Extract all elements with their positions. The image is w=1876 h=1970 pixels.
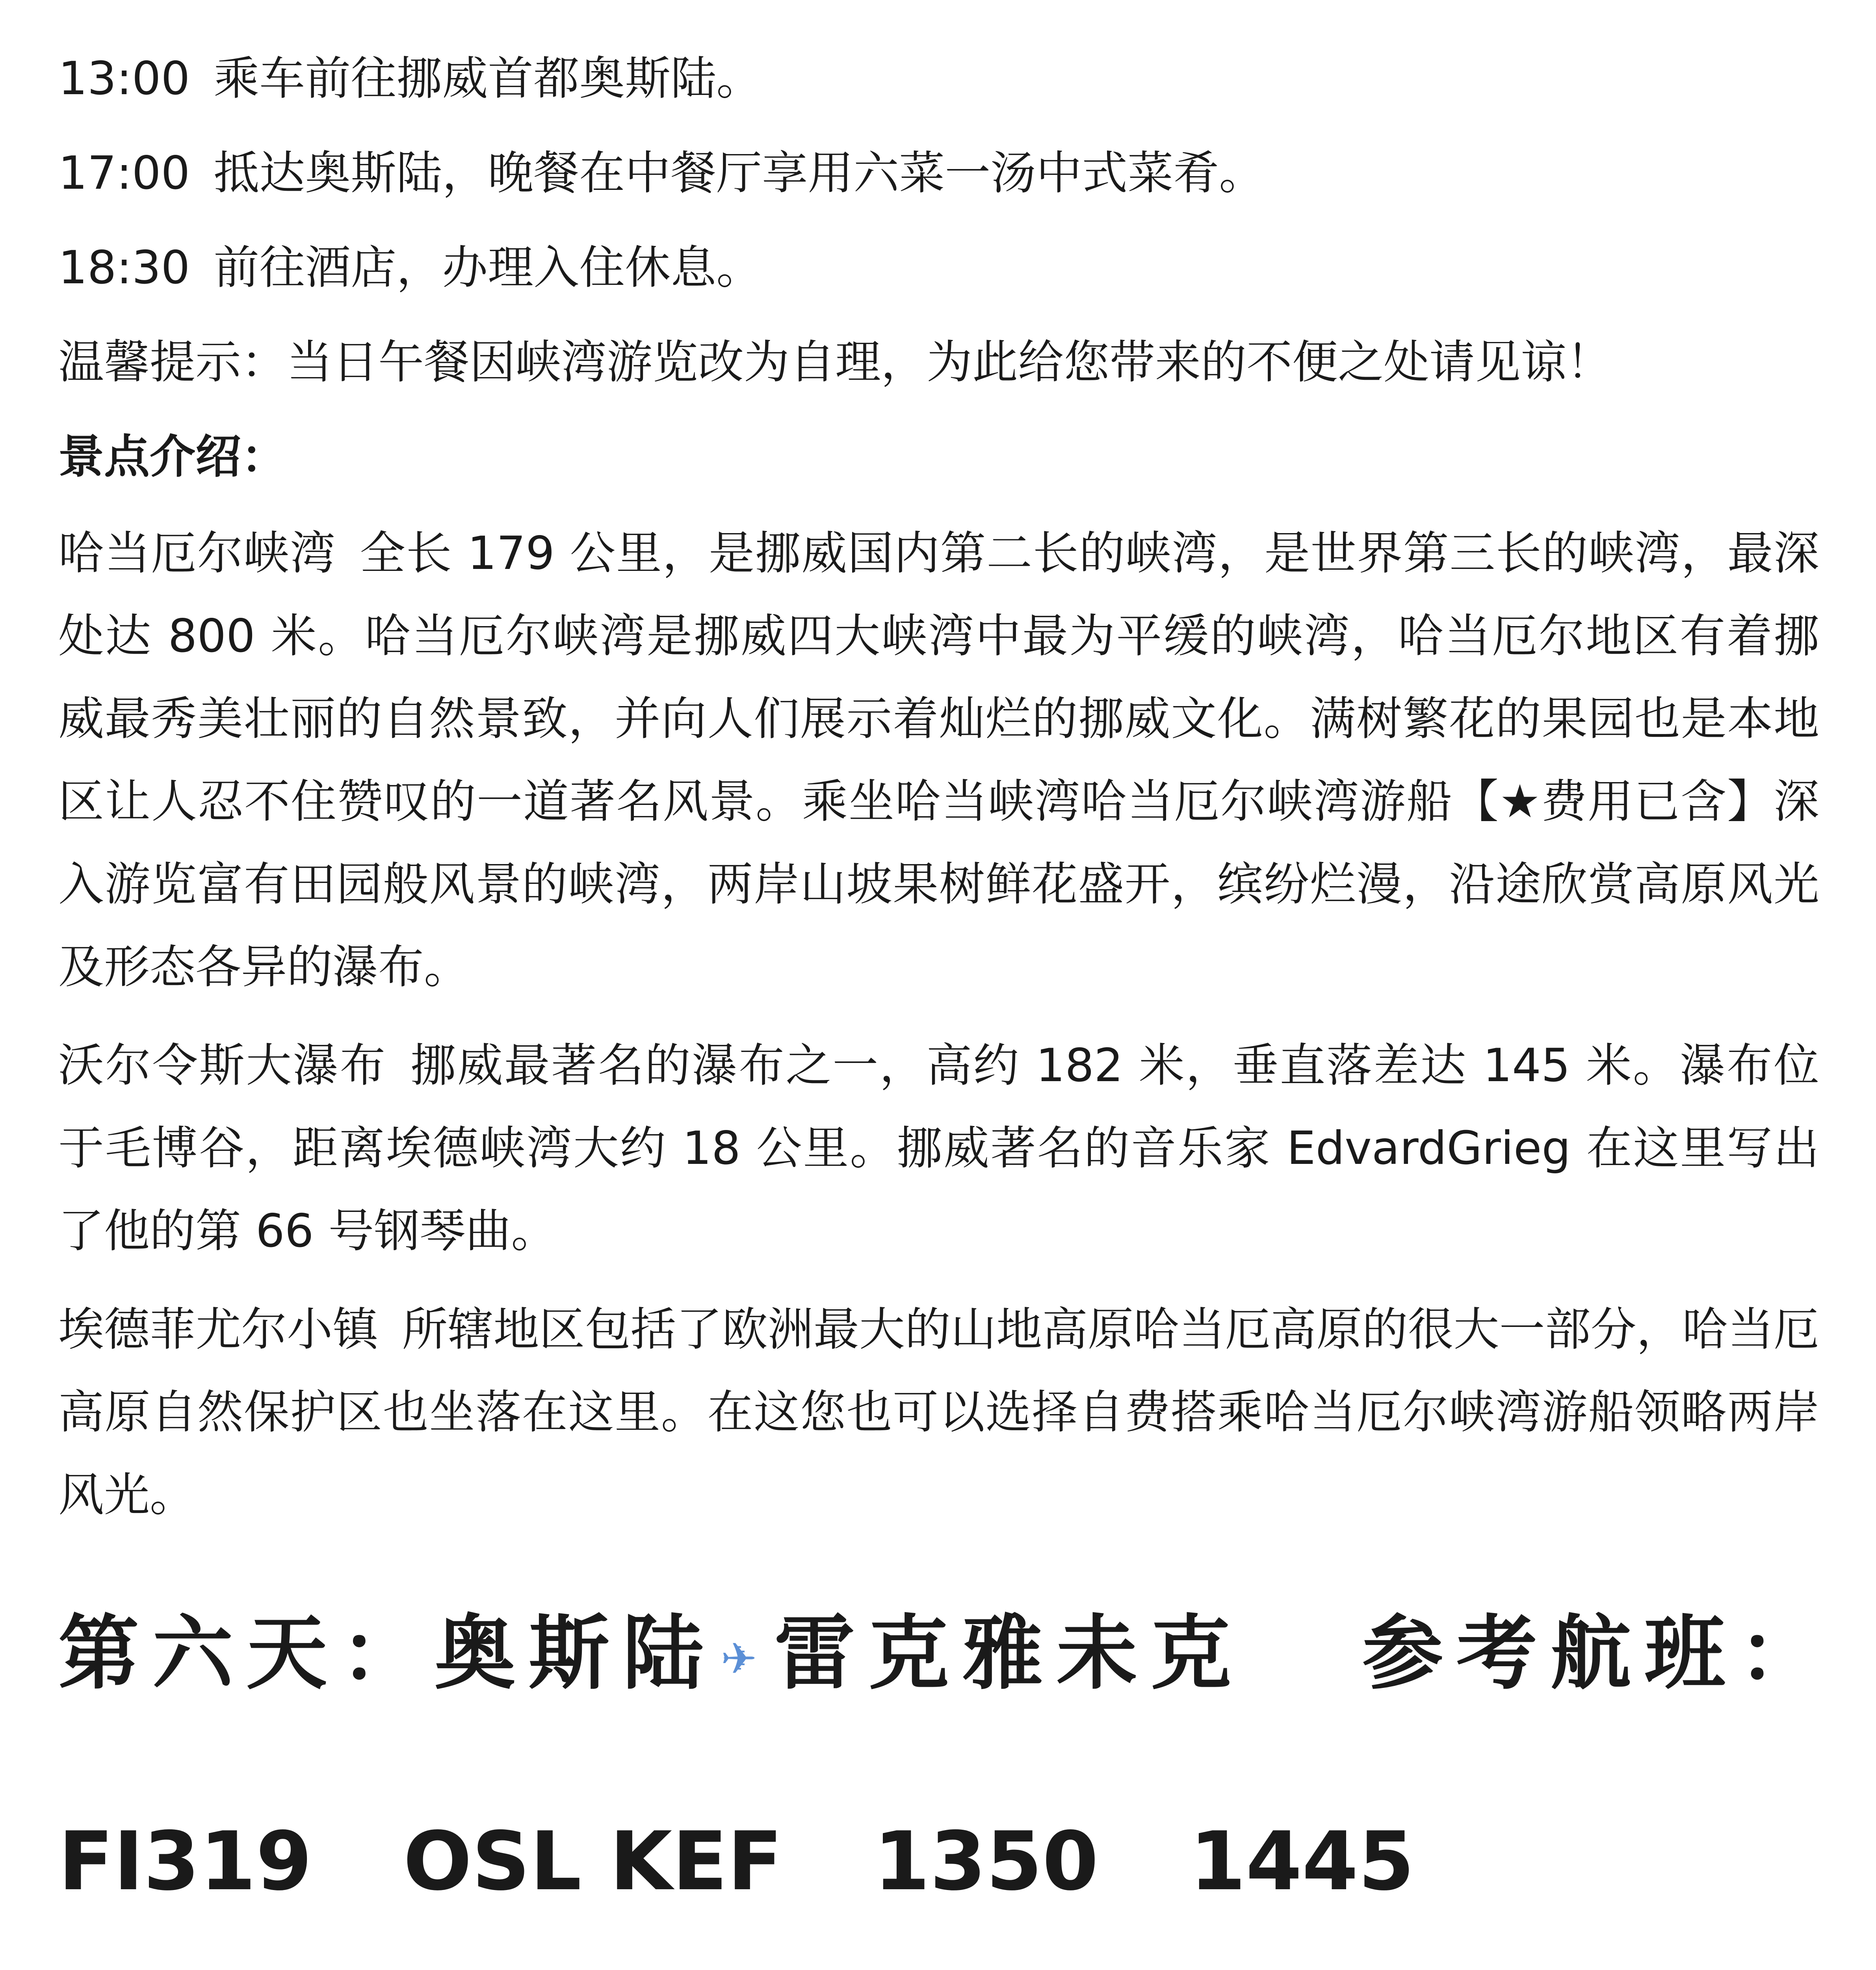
arrive-time: 1445 [1189, 1815, 1415, 1909]
attraction-name: 埃德菲尤尔小镇 [58, 1303, 379, 1356]
attraction-text: 所辖地区包括了欧洲最大的山地高原哈当厄高原的很大一部分，哈当厄高原自然保护区也坐落在这里。在这您也可以选择自费搭乘哈当厄尔峡湾游船领略两岸风光。 [58, 1303, 1820, 1522]
schedule-text: 前往酒店，办理入住休息。 [214, 241, 762, 294]
attractions-label: 景点介绍： [58, 430, 287, 483]
schedule-item [58, 39, 1819, 118]
attraction-name: 哈当厄尔峡湾 [58, 527, 336, 580]
flight-label: 参考航班：FI319 [58, 1607, 1820, 1909]
flight-to: KEF [609, 1815, 783, 1909]
day-heading-prefix: 第六天：奥斯陆 [58, 1607, 717, 1701]
attraction-text: 全长 179 公里，是挪威国内第二长的峡湾，是世界第三长的峡湾，最深处达 800 米。哈当厄尔峡湾是挪威四大峡湾中最为平缓的峡湾，哈当厄尔地区有着挪威最秀美壮丽的自然景致，并向人们展示着灿烂的挪威文化。满树繁花的果园也是本地区让人忍不住赞叹的一道著名风景。乘坐哈当峡湾哈当厄尔峡湾游船【★费用已含】深入游览富有田园般风景的峡湾，两岸山坡果树鲜花盛开，缤纷烂漫，沿途欣赏高原风光及形态各异的瀑布。 [58, 527, 1819, 994]
attraction-name: 沃尔令斯大瀑布 [58, 1039, 387, 1092]
warm-tip: 温馨提示：当日午餐因峡湾游览改为自理，为此给您带来的不便之处请见谅！ [58, 336, 1612, 389]
schedule-time: 13:00 [58, 52, 190, 105]
schedule-time: 17:00 [58, 147, 190, 200]
airplane-icon: ✈ [721, 1634, 771, 1684]
schedule-text: 抵达奥斯陆，晚餐在中餐厅享用六菜一汤中式菜肴。 [214, 147, 1265, 200]
attraction-paragraph [58, 1288, 1819, 1537]
schedule-item [58, 134, 1819, 213]
flight-from: OSL [403, 1815, 582, 1909]
itinerary-page [58, 39, 1819, 1970]
depart-time: 1350 [873, 1815, 1099, 1909]
day-heading [58, 1552, 1819, 1963]
attraction-paragraph [58, 1024, 1819, 1273]
day-heading-city: 雷克雅未克 [774, 1607, 1245, 1701]
attraction-text: 挪威最著名的瀑布之一，高约 182 米，垂直落差达 145 米。瀑布位于毛博谷，距离埃德峡湾大约 18 公里。挪威著名的音乐家 EdvardGrieg 在这里写出了他的第 66 号钢琴曲。 [58, 1039, 1820, 1258]
schedule-time: 18:30 [58, 241, 190, 294]
schedule-item [58, 229, 1819, 307]
attraction-paragraph [58, 512, 1819, 1009]
schedule-text: 乘车前往挪威首都奥斯陆。 [214, 52, 762, 105]
